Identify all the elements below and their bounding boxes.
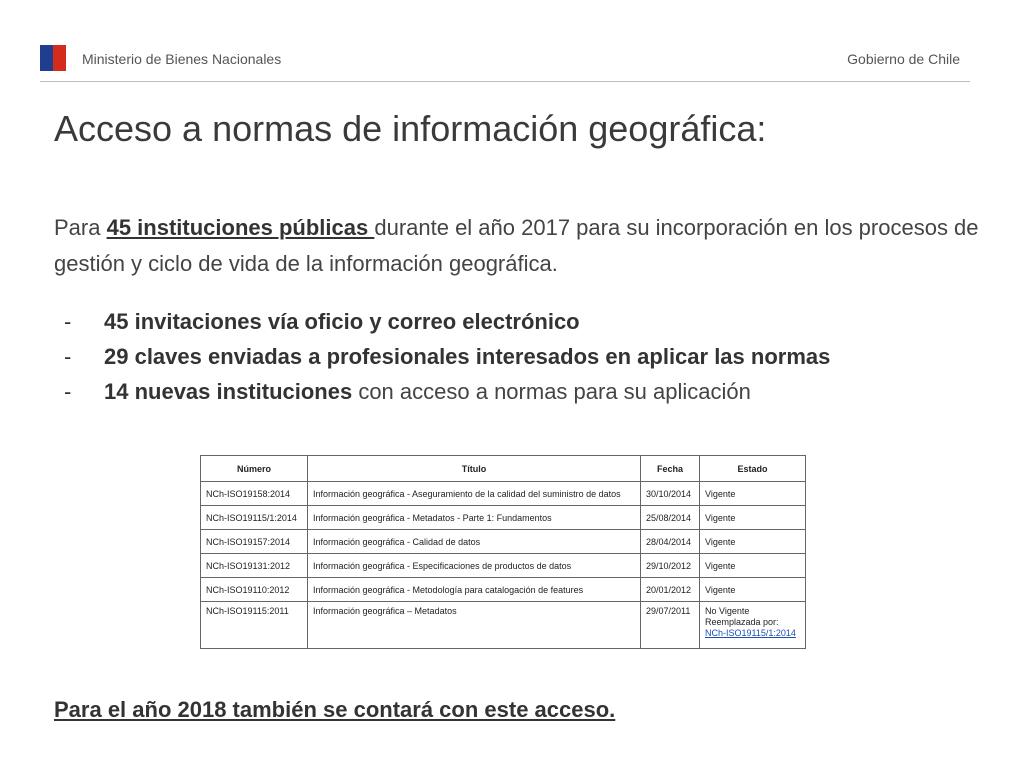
government-name: Gobierno de Chile <box>847 51 960 67</box>
bullet-dash: - <box>64 379 72 404</box>
slide-title: Acceso a normas de información geográfica: <box>54 108 767 149</box>
chile-flag-logo <box>40 45 66 71</box>
cell-estado <box>700 602 806 649</box>
table-row <box>201 506 806 530</box>
header-fecha: Fecha <box>641 456 700 482</box>
table-row <box>201 578 806 602</box>
footer-note: Para el año 2018 también se contará con este acceso. <box>54 697 616 722</box>
header-titulo: Título <box>308 456 641 482</box>
cell-titulo: Información geográfica - Calidad de datos <box>308 530 641 554</box>
bullet-rest: con acceso a normas para su aplicación <box>352 379 751 404</box>
list-item <box>64 339 830 374</box>
bullet-dash: - <box>64 309 72 334</box>
cell-estado: Vigente <box>700 530 806 554</box>
bullet-list <box>64 304 830 409</box>
header-estado: Estado <box>700 456 806 482</box>
cell-estado: Vigente <box>700 506 806 530</box>
bullet-bold: 45 invitaciones vía oficio y correo electrónico <box>104 309 580 334</box>
cell-estado: Vigente <box>700 554 806 578</box>
ministry-name: Ministerio de Bienes Nacionales <box>82 51 282 67</box>
cell-fecha: 29/10/2012 <box>641 554 700 578</box>
cell-numero: NCh-ISO19115:2011 <box>201 602 308 649</box>
table-row <box>201 602 806 649</box>
cell-titulo: Información geográfica - Metodología para catalogación de features <box>308 578 641 602</box>
intro-highlight: 45 instituciones públicas <box>106 215 375 240</box>
cell-titulo: Información geográfica - Metadatos - Parte 1: Fundamentos <box>308 506 641 530</box>
norms-table <box>200 455 806 649</box>
bullet-bold: 14 nuevas instituciones <box>104 379 353 404</box>
intro-paragraph <box>54 210 1004 282</box>
cell-fecha: 29/07/2011 <box>641 602 700 649</box>
bullet-dash: - <box>64 344 72 369</box>
cell-numero: NCh-ISO19110:2012 <box>201 578 308 602</box>
cell-titulo: Información geográfica – Metadatos <box>308 602 641 649</box>
replacement-norm-link[interactable]: NCh-ISO19115/1:2014 <box>705 628 796 638</box>
estado-replaced-label: Reemplazada por: <box>705 617 779 627</box>
flag-blue-segment <box>40 45 53 71</box>
table-row <box>201 482 806 506</box>
bullet-bold: 29 claves enviadas a profesionales interesados en aplicar las normas <box>104 344 831 369</box>
cell-fecha: 30/10/2014 <box>641 482 700 506</box>
cell-fecha: 28/04/2014 <box>641 530 700 554</box>
intro-post: durante el año 2017 para su incorporación en los procesos de gestión y ciclo de vida de la información geográfica. <box>54 215 979 276</box>
flag-red-segment <box>53 45 66 71</box>
header-numero: Número <box>201 456 308 482</box>
cell-fecha: 20/01/2012 <box>641 578 700 602</box>
cell-titulo: Información geográfica - Aseguramiento de la calidad del suministro de datos <box>308 482 641 506</box>
cell-numero: NCh-ISO19157:2014 <box>201 530 308 554</box>
list-item <box>64 374 830 409</box>
list-item <box>64 304 830 339</box>
estado-status: No Vigente <box>705 606 750 616</box>
table-row <box>201 554 806 578</box>
cell-fecha: 25/08/2014 <box>641 506 700 530</box>
intro-pre: Para <box>54 215 107 240</box>
cell-numero: NCh-ISO19158:2014 <box>201 482 308 506</box>
header-divider <box>40 81 970 82</box>
cell-numero: NCh-ISO19115/1:2014 <box>201 506 308 530</box>
cell-titulo: Información geográfica - Especificaciones de productos de datos <box>308 554 641 578</box>
cell-estado: Vigente <box>700 482 806 506</box>
cell-numero: NCh-ISO19131:2012 <box>201 554 308 578</box>
table-row <box>201 530 806 554</box>
table-header-row <box>201 456 806 482</box>
cell-estado: Vigente <box>700 578 806 602</box>
